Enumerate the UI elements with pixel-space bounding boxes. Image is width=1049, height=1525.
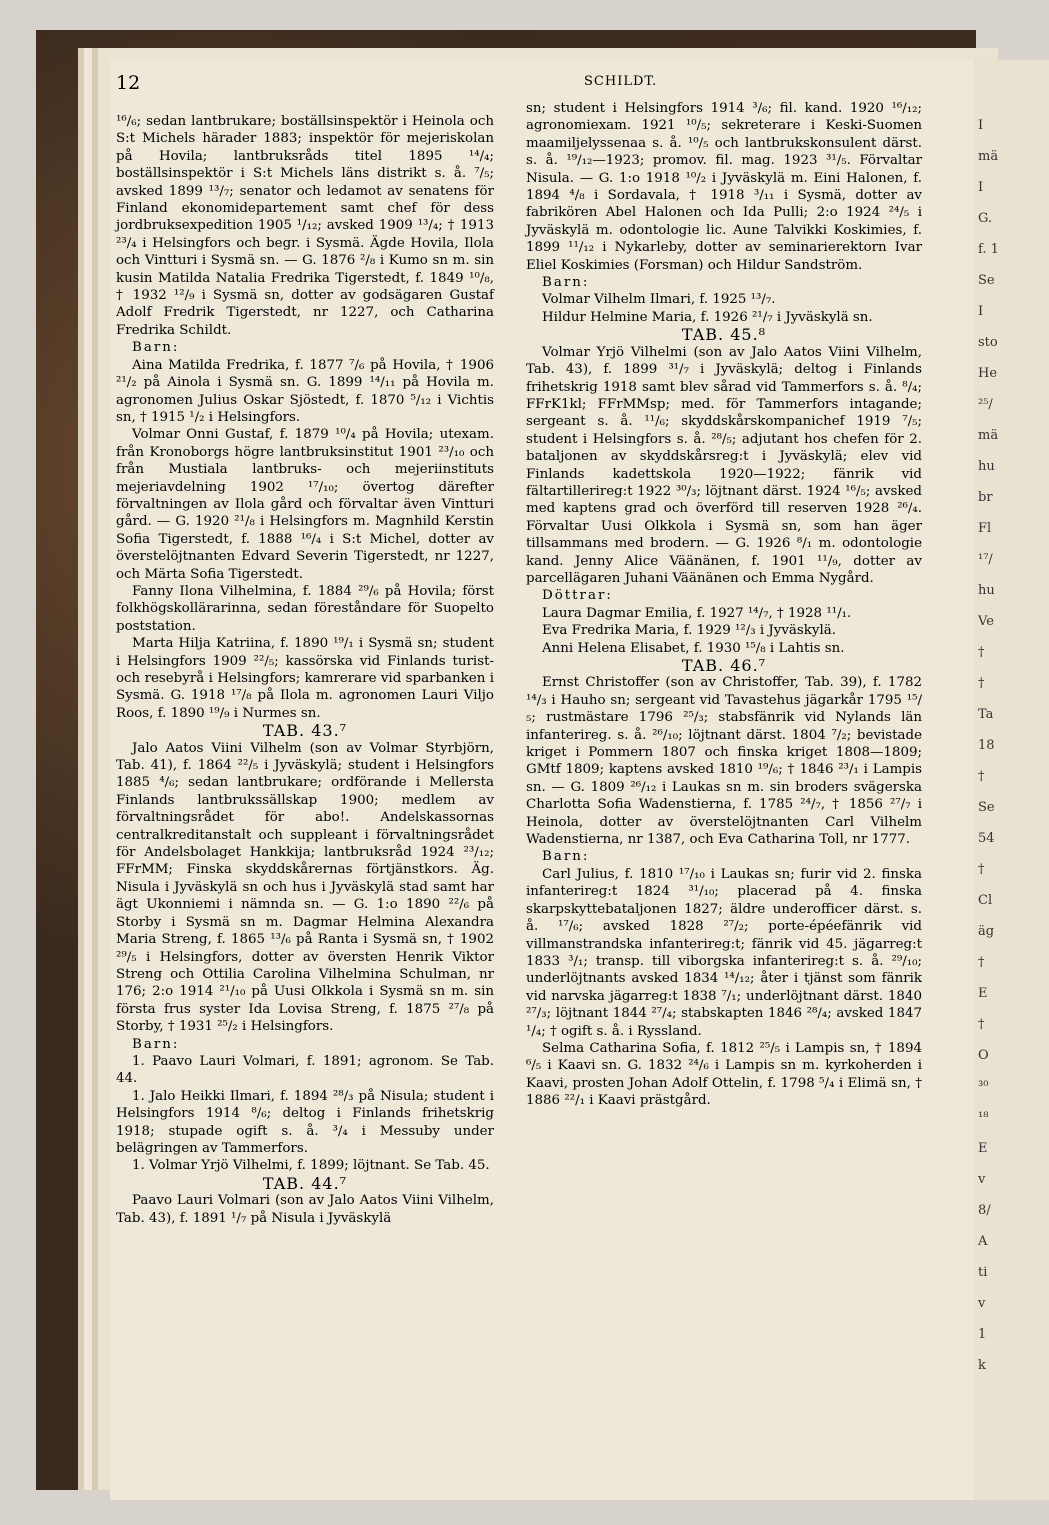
strip-fragment: Ta: [978, 707, 994, 722]
strip-fragment: †: [978, 769, 985, 784]
child-entry: Hildur Helmine Maria, f. 1926 ²¹/₇ i Jyväskylä sn.: [542, 309, 873, 325]
strip-fragment: 18: [978, 738, 995, 753]
strip-fragment: 54: [978, 831, 995, 846]
strip-fragment: 1: [978, 1327, 987, 1342]
child-entry: Aina Matilda Fredrika, f. 1877 ⁷/₆ på Hovila, † 1906 ²¹/₂ på Ainola i Sysmä sn. G. 1899 ¹⁴/₁₁ på Hovila m. agronomen Julius Oskar Sjöstedt, f. 1870 ⁵/₁₂ i Vichtis sn, † 1915 ¹/₂ i Helsingfors.: [116, 357, 494, 425]
strip-fragment: Cl: [978, 893, 993, 908]
paragraph: Jalo Aatos Viini Vilhelm (son av Volmar Styrbjörn, Tab. 41), f. 1864 ²²/₅ i Jyväskylä; student i Helsingfors 1885 ⁴/₆; sedan lantbrukare; ordförande i Mellersta Finlands lantbrukssällskap 1900; medlem av förvaltningsrådet för abo!. Andelskassornas centralkreditanstalt och suppleant i förvaltningsrådet för Andelsbolaget Hankkija; lantbruksråd 1924 ²³/₁₂; FFrMM; Finska skyddskårernas förtjänstkors. Äg. Nisula i Jyväskylä sn och hus i Jyväskylä stad samt har ägt Ukonniemi i nämnda sn. — G. 1:o 1890 ²²/₆ på Storby i Sysmä sn m. Dagmar Helmina Alexandra Maria Streng, f. 1865 ¹³/₆ på Ranta i Sysmä sn, † 1902 ²⁹/₅ i Helsingfors, dotter av översten Henrik Viktor Streng och Ottilia Carolina Vilhelmina Schulman, nr 176; 2:o 1914 ²¹/₁₀ på Uusi Olkkola i Sysmä sn m. sin första frus syster Ida Lovisa Streng, f. 1875 ²⁷/₈ på Storby, † 1931 ²⁵/₂ i Helsingfors.: [116, 740, 494, 1035]
strip-fragment: 8/: [978, 1203, 991, 1218]
strip-fragment: G.: [978, 211, 993, 226]
child-entry: Anni Helena Elisabet, f. 1930 ¹⁵/₈ i Lahtis sn.: [542, 640, 845, 656]
right-column: [526, 100, 922, 1110]
strip-fragment: v: [978, 1172, 986, 1187]
section-label: Barn:: [132, 1036, 180, 1052]
strip-fragment: äg: [978, 924, 995, 939]
strip-fragment: Ve: [978, 614, 994, 629]
strip-fragment: †: [978, 645, 985, 660]
child-entry: Marta Hilja Katriina, f. 1890 ¹⁹/₁ i Sysmä sn; student i Helsingfors 1909 ²²/₅; kassörska vid Finlands turist- och resebyrå i Helsingfors; kamrerare vid sparbanken i Sysmä. G. 1918 ¹⁷/₈ på Ilola m. agronomen Lauri Viljo Roos, f. 1890 ¹⁹/₉ i Nurmes sn.: [116, 636, 494, 721]
page-header: [116, 72, 896, 96]
strip-fragment: f. 1: [978, 242, 999, 257]
child-entry: Volmar Vilhelm Ilmari, f. 1925 ¹³/₇.: [542, 292, 776, 308]
next-page-strip: [974, 60, 1049, 1500]
strip-fragment: hu: [978, 583, 995, 598]
strip-fragment: br: [978, 490, 993, 505]
strip-fragment: sto: [978, 335, 998, 350]
strip-fragment: †: [978, 862, 985, 877]
table-heading: TAB. 43.⁷: [262, 721, 348, 741]
table-heading: TAB. 45.⁸: [681, 325, 767, 345]
strip-fragment: A: [978, 1234, 988, 1249]
strip-fragment: I: [978, 180, 984, 195]
strip-fragment: E: [978, 986, 988, 1001]
paragraph: Volmar Yrjö Vilhelmi (son av Jalo Aatos Viini Vilhelm, Tab. 43), f. 1899 ³¹/₇ i Jyväskylä; deltog i Finlands frihetskrig 1918 samt blev sårad vid Tammerfors s. å. ⁸/₄; FFrK1kl; FFrMMsp; med. för Tammerfors intagande; sergeant s. å. ¹¹/₆; skyddskårskompanichef 1919 ⁷/₅; student i Helsingfors s. å. ²⁸/₅; adjutant hos chefen för 2. bataljonen av skyddskårsreg:t i Jyväskylä; elev vid Finlands kadettskola 1920—1922; fänrik vid fältartillerireg:t 1922 ³⁰/₃; löjtnant därst. 1924 ¹⁶/₅; avsked med kaptens grad och överförd till reserven 1928 ²⁶/₄. Förvaltar Uusi Olkkola i Sysmä sn, som han äger tillsammans med brodern. — G. 1926 ⁸/₁ m. odontologie kand. Jenny Alice Väänänen, f. 1901 ¹¹/₉, dotter av parcellägaren Juhani Väänänen och Emma Nygård.: [526, 344, 922, 586]
child-entry: Fanny Ilona Vilhelmina, f. 1884 ²⁹/₆ på Hovila; först folkhögskollärarinna, sedan föreståndare för Suopelto poststation.: [116, 583, 494, 634]
strip-fragment: Fl: [978, 521, 992, 536]
paragraph: sn; student i Helsingfors 1914 ³/₆; fil. kand. 1920 ¹⁶/₁₂; agronomiexam. 1921 ¹⁰/₅; sekreterare i Keski-Suomen maamiljelyssenaa s. å. ¹⁰/₅ och lantbrukskonsulent därst. s. å. ¹⁹/₁₂—1923; promov. fil. mag. 1923 ³¹/₅. Förvaltar Nisula. — G. 1:o 1918 ¹⁰/₂ i Jyväskylä m. Eini Halonen, f. 1894 ⁴/₈ i Sordavala, † 1918 ³/₁₁ i Sysmä, dotter av fabrikören Abel Halonen och Ida Pulli; 2:o 1924 ²⁴/₅ i Jyväskylä m. odontologie lic. Aune Talvikki Koskimies, f. 1899 ¹¹/₁₂ i Nykarleby, dotter av seminarierektorn Ivar Eliel Koskimies (Forsman) och Hildur Sandström.: [526, 101, 922, 273]
strip-fragment: ³⁰: [978, 1079, 989, 1094]
table-heading: TAB. 44.⁷: [262, 1173, 348, 1193]
strip-fragment: I: [978, 304, 984, 319]
left-column: [116, 113, 494, 1227]
child-entry: Volmar Onni Gustaf, f. 1879 ¹⁰/₄ på Hovila; utexam. från Kronoborgs högre lantbruksinstitut 1901 ²³/₁₀ och från Mustiala lantbruks- och mejeriinstituts mejeriavdelning 1902 ¹⁷/₁₀; övertog därefter förvaltningen av Ilola gård och förvaltar även Vintturi gård. — G. 1920 ²¹/₈ i Helsingfors m. Magnhild Kerstin Sofia Tigerstedt, f. 1888 ¹⁶/₄ i S:t Michel, dotter av överstelöjtnanten Edvard Severin Tigerstedt, nr 1227, och Märta Sofia Tigerstedt.: [116, 427, 494, 582]
strip-fragment: Se: [978, 800, 995, 815]
strip-fragment: I: [978, 118, 984, 133]
child-entry: 1. Paavo Lauri Volmari, f. 1891; agronom. Se Tab. 44.: [116, 1053, 494, 1087]
strip-fragment: k: [978, 1358, 986, 1373]
strip-fragment: O: [978, 1048, 989, 1063]
strip-fragment: mä: [978, 149, 999, 164]
strip-fragment: E: [978, 1141, 988, 1156]
strip-fragment: †: [978, 676, 985, 691]
strip-fragment: †: [978, 1017, 985, 1032]
page-number: 12: [116, 72, 141, 94]
strip-fragment: †: [978, 955, 985, 970]
strip-fragment: v: [978, 1296, 986, 1311]
child-entry: 1. Volmar Yrjö Vilhelmi, f. 1899; löjtnant. Se Tab. 45.: [132, 1158, 490, 1174]
paragraph: ¹⁶/₆; sedan lantbrukare; boställsinspektör i Heinola och S:t Michels härader 1883; inspektör för mejeriskolan på Hovila; lantbruksråds titel 1895 ¹⁴/₄; boställsinspektör i S:t Michels läns distrikt s. å. ⁷/₅; avsked 1899 ¹³/₇; senator och ledamot av senatens för Finland ekonomidepartement samt chef för dess jordbruksexpedition 1905 ¹/₁₂; avsked 1909 ¹³/₄; † 1913 ²³/₄ i Helsingfors och begr. i Sysmä. Ägde Hovila, Ilola och Vintturi i Sysmä sn. — G. 1876 ²/₈ i Kumo sn m. sin kusin Matilda Natalia Fredrika Tigerstedt, f. 1849 ¹⁰/₈, † 1932 ¹²/₉ i Sysmä sn, dotter av godsägaren Gustaf Adolf Fredrik Tigerstedt, nr 1227, och Catharina Fredrika Schildt.: [116, 114, 494, 338]
section-label: Barn:: [132, 340, 180, 356]
strip-fragment: hu: [978, 459, 995, 474]
table-heading: TAB. 46.⁷: [681, 656, 767, 675]
strip-fragment: Se: [978, 273, 995, 288]
section-label: Döttrar:: [542, 588, 613, 604]
paragraph: Paavo Lauri Volmari (son av Jalo Aatos Viini Vilhelm, Tab. 43), f. 1891 ¹/₇ på Nisula i Jyväskylä: [116, 1193, 494, 1226]
child-entry: 1. Jalo Heikki Ilmari, f. 1894 ²⁸/₃ på Nisula; student i Helsingfors 1914 ⁸/₆; deltog i Finlands frihetskrig 1918; stupade ogift s. å. ³/₄ i Messuby under belägringen av Tammerfors.: [116, 1088, 494, 1156]
strip-fragment: mä: [978, 428, 999, 443]
paragraph: Ernst Christoffer (son av Christoffer, Tab. 39), f. 1782 ¹⁴/₃ i Hauho sn; sergeant vid Tavastehus jägarkår 1795 ¹⁵/₅; rustmästare 1796 ²⁵/₃; stabsfänrik vid Nylands län infanterireg. s. å. ²⁶/₁₀; löjtnant därst. 1804 ⁷/₂; bevistade kriget i Pommern 1807 och finska kriget 1808—1809; GMtf 1809; kaptens avsked 1810 ¹⁹/₆; † 1846 ²³/₁ i Lampis sn. — G. 1809 ²⁶/₁₂ i Laukas sn m. sin broders svägerska Charlotta Sofia Wadenstierna, f. 1785 ²⁴/₇, † 1856 ²⁷/₇ i Heinola, dotter av överstelöjtnanten Carl Vilhelm Wadenstierna, nr 1387, och Eva Catharina Toll, nr 1777.: [526, 675, 922, 848]
strip-fragment: ti: [978, 1265, 988, 1280]
child-entry: Laura Dagmar Emilia, f. 1927 ¹⁴/₇, † 1928 ¹¹/₁.: [542, 605, 852, 621]
child-entry: Carl Julius, f. 1810 ¹⁷/₁₀ i Laukas sn; furir vid 2. finska infanterireg:t 1824 ³¹/₁₀; placerad på 4. finska skarpskyttebataljonen 1827; äldre underofficer därst. s. å. ¹⁷/₆; avsked 1828 ²⁷/₂; porte-épéefänrik vid villmanstrandska infanterireg:t; fänrik vid 45. jägarreg:t 1833 ³/₁; transp. till viborgska infanterireg:t s. å. ²⁹/₁₀; underlöjtnants avsked 1834 ¹⁴/₁₂; åter i tjänst som fänrik vid narvska jägarreg:t 1838 ⁷/₁; underlöjtnant därst. 1840 ²⁷/₃; löjtnant 1844 ²⁷/₄; stabskapten 1846 ²⁸/₄; avsked 1847 ¹/₄; † ogift s. å. i Ryssland.: [526, 866, 922, 1039]
section-label: Barn:: [542, 849, 590, 865]
strip-fragment: ¹⁷/: [978, 552, 993, 567]
section-label: Barn:: [542, 275, 590, 291]
strip-fragment: He: [978, 366, 998, 381]
strip-fragment: ¹⁸: [978, 1110, 989, 1125]
running-head: SCHILDT.: [584, 74, 658, 89]
child-entry: Selma Catharina Sofia, f. 1812 ²⁵/₅ i Lampis sn, † 1894 ⁶/₅ i Kaavi sn. G. 1832 ²⁴/₆ i Lampis sn m. kyrkoherden i Kaavi, prosten Johan Adolf Ottelin, f. 1798 ⁵/₄ i Elimä sn, † 1886 ²²/₁ i Kaavi prästgård.: [526, 1040, 922, 1109]
child-entry: Eva Fredrika Maria, f. 1929 ¹²/₃ i Jyväskylä.: [542, 623, 836, 639]
strip-fragment: ²⁵/: [978, 397, 993, 412]
